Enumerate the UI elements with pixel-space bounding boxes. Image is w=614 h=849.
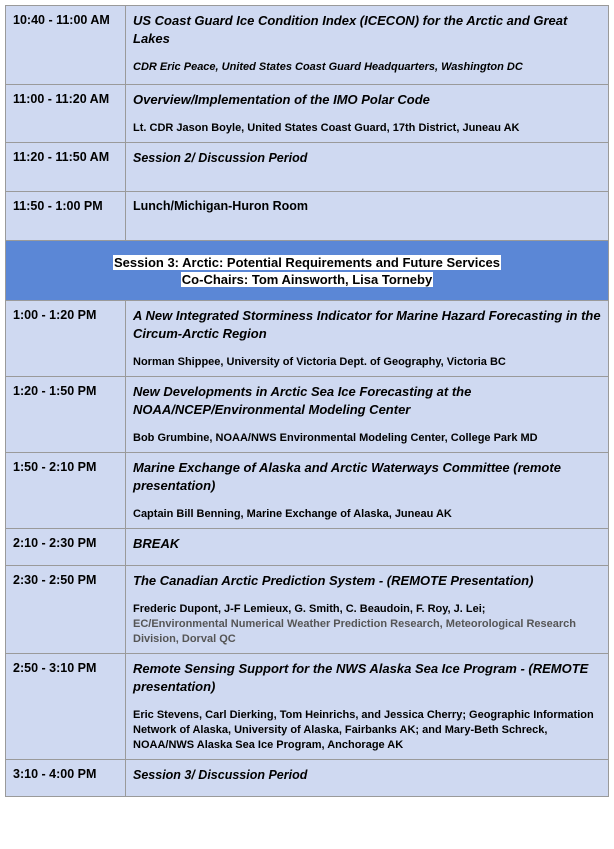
agenda-row [6,453,609,529]
time-cell: 2:30 - 2:50 PM [6,566,126,654]
agenda-row [6,143,609,192]
agenda-row [6,760,609,797]
speaker: CDR Eric Peace, United States Coast Guard Headquarters, Washington DC [133,61,523,73]
talk-title: Session 3/ Discussion Period [133,768,308,782]
speaker-names: Frederic Dupont, J-F Lemieux, G. Smith, C. Beaudoin, F. Roy, J. Lei; [133,603,486,615]
talk-title: New Developments in Arctic Sea Ice Forecasting at the NOAA/NCEP/Environmental Modeling Center [133,384,472,417]
speaker: Eric Stevens, Carl Dierking, Tom Heinrichs, and Jessica Cherry; Geographic Information Network of Alaska, University of Alaska, Fairbanks AK; and Mary-Beth Schreck, NOAA/NWS Alaska Sea Ice Program, Anchorage AK [133,709,594,751]
session-cell [126,529,609,566]
agenda-row [6,377,609,453]
speaker [133,602,601,647]
speaker: Bob Grumbine, NOAA/NWS Environmental Modeling Center, College Park MD [133,432,538,444]
agenda-row [6,6,609,85]
agenda-table [5,5,609,797]
session-cell [126,192,609,241]
time-cell: 3:10 - 4:00 PM [6,760,126,797]
speaker: Lt. CDR Jason Boyle, United States Coast Guard, 17th District, Juneau AK [133,122,520,134]
time-cell: 1:50 - 2:10 PM [6,453,126,529]
agenda-row [6,85,609,143]
talk-title: Marine Exchange of Alaska and Arctic Waterways Committee (remote presentation) [133,460,561,493]
speaker: Norman Shippee, University of Victoria Dept. of Geography, Victoria BC [133,356,506,368]
session-header-chairs: Co-Chairs: Tom Ainsworth, Lisa Torneby [181,272,433,287]
session-cell [126,566,609,654]
session-cell [126,654,609,760]
lunch-label: Lunch/Michigan-Huron Room [133,199,308,213]
time-cell: 2:10 - 2:30 PM [6,529,126,566]
agenda-row [6,301,609,377]
session-cell [126,6,609,85]
agenda-row [6,529,609,566]
agenda-row [6,192,609,241]
talk-title: US Coast Guard Ice Condition Index (ICECON) for the Arctic and Great Lakes [133,13,568,46]
session-cell [126,301,609,377]
time-cell: 10:40 - 11:00 AM [6,6,126,85]
break-label: BREAK [133,536,180,551]
agenda-row [6,654,609,760]
talk-title: A New Integrated Storminess Indicator for Marine Hazard Forecasting in the Circum-Arctic Region [133,308,601,341]
session-cell [126,453,609,529]
session-header-title: Session 3: Arctic: Potential Requirements and Future Services [113,255,501,270]
time-cell: 11:50 - 1:00 PM [6,192,126,241]
time-cell: 1:00 - 1:20 PM [6,301,126,377]
time-cell: 11:00 - 11:20 AM [6,85,126,143]
session-header [6,241,609,301]
discussion-cell [126,143,609,192]
talk-title: The Canadian Arctic Prediction System - (REMOTE Presentation) [133,573,534,588]
talk-title: Remote Sensing Support for the NWS Alaska Sea Ice Program - (REMOTE presentation) [133,661,589,694]
time-cell: 2:50 - 3:10 PM [6,654,126,760]
talk-title: Overview/Implementation of the IMO Polar Code [133,92,430,107]
session-header-row [6,241,609,301]
speaker: Captain Bill Benning, Marine Exchange of Alaska, Juneau AK [133,508,452,520]
talk-title: Session 2/ Discussion Period [133,151,308,165]
speaker-affiliation: EC/Environmental Numerical Weather Prediction Research, Meteorological Research Division, Dorval QC [133,618,576,645]
time-cell: 1:20 - 1:50 PM [6,377,126,453]
time-cell: 11:20 - 11:50 AM [6,143,126,192]
session-cell [126,377,609,453]
discussion-cell [126,760,609,797]
agenda-row [6,566,609,654]
session-cell [126,85,609,143]
